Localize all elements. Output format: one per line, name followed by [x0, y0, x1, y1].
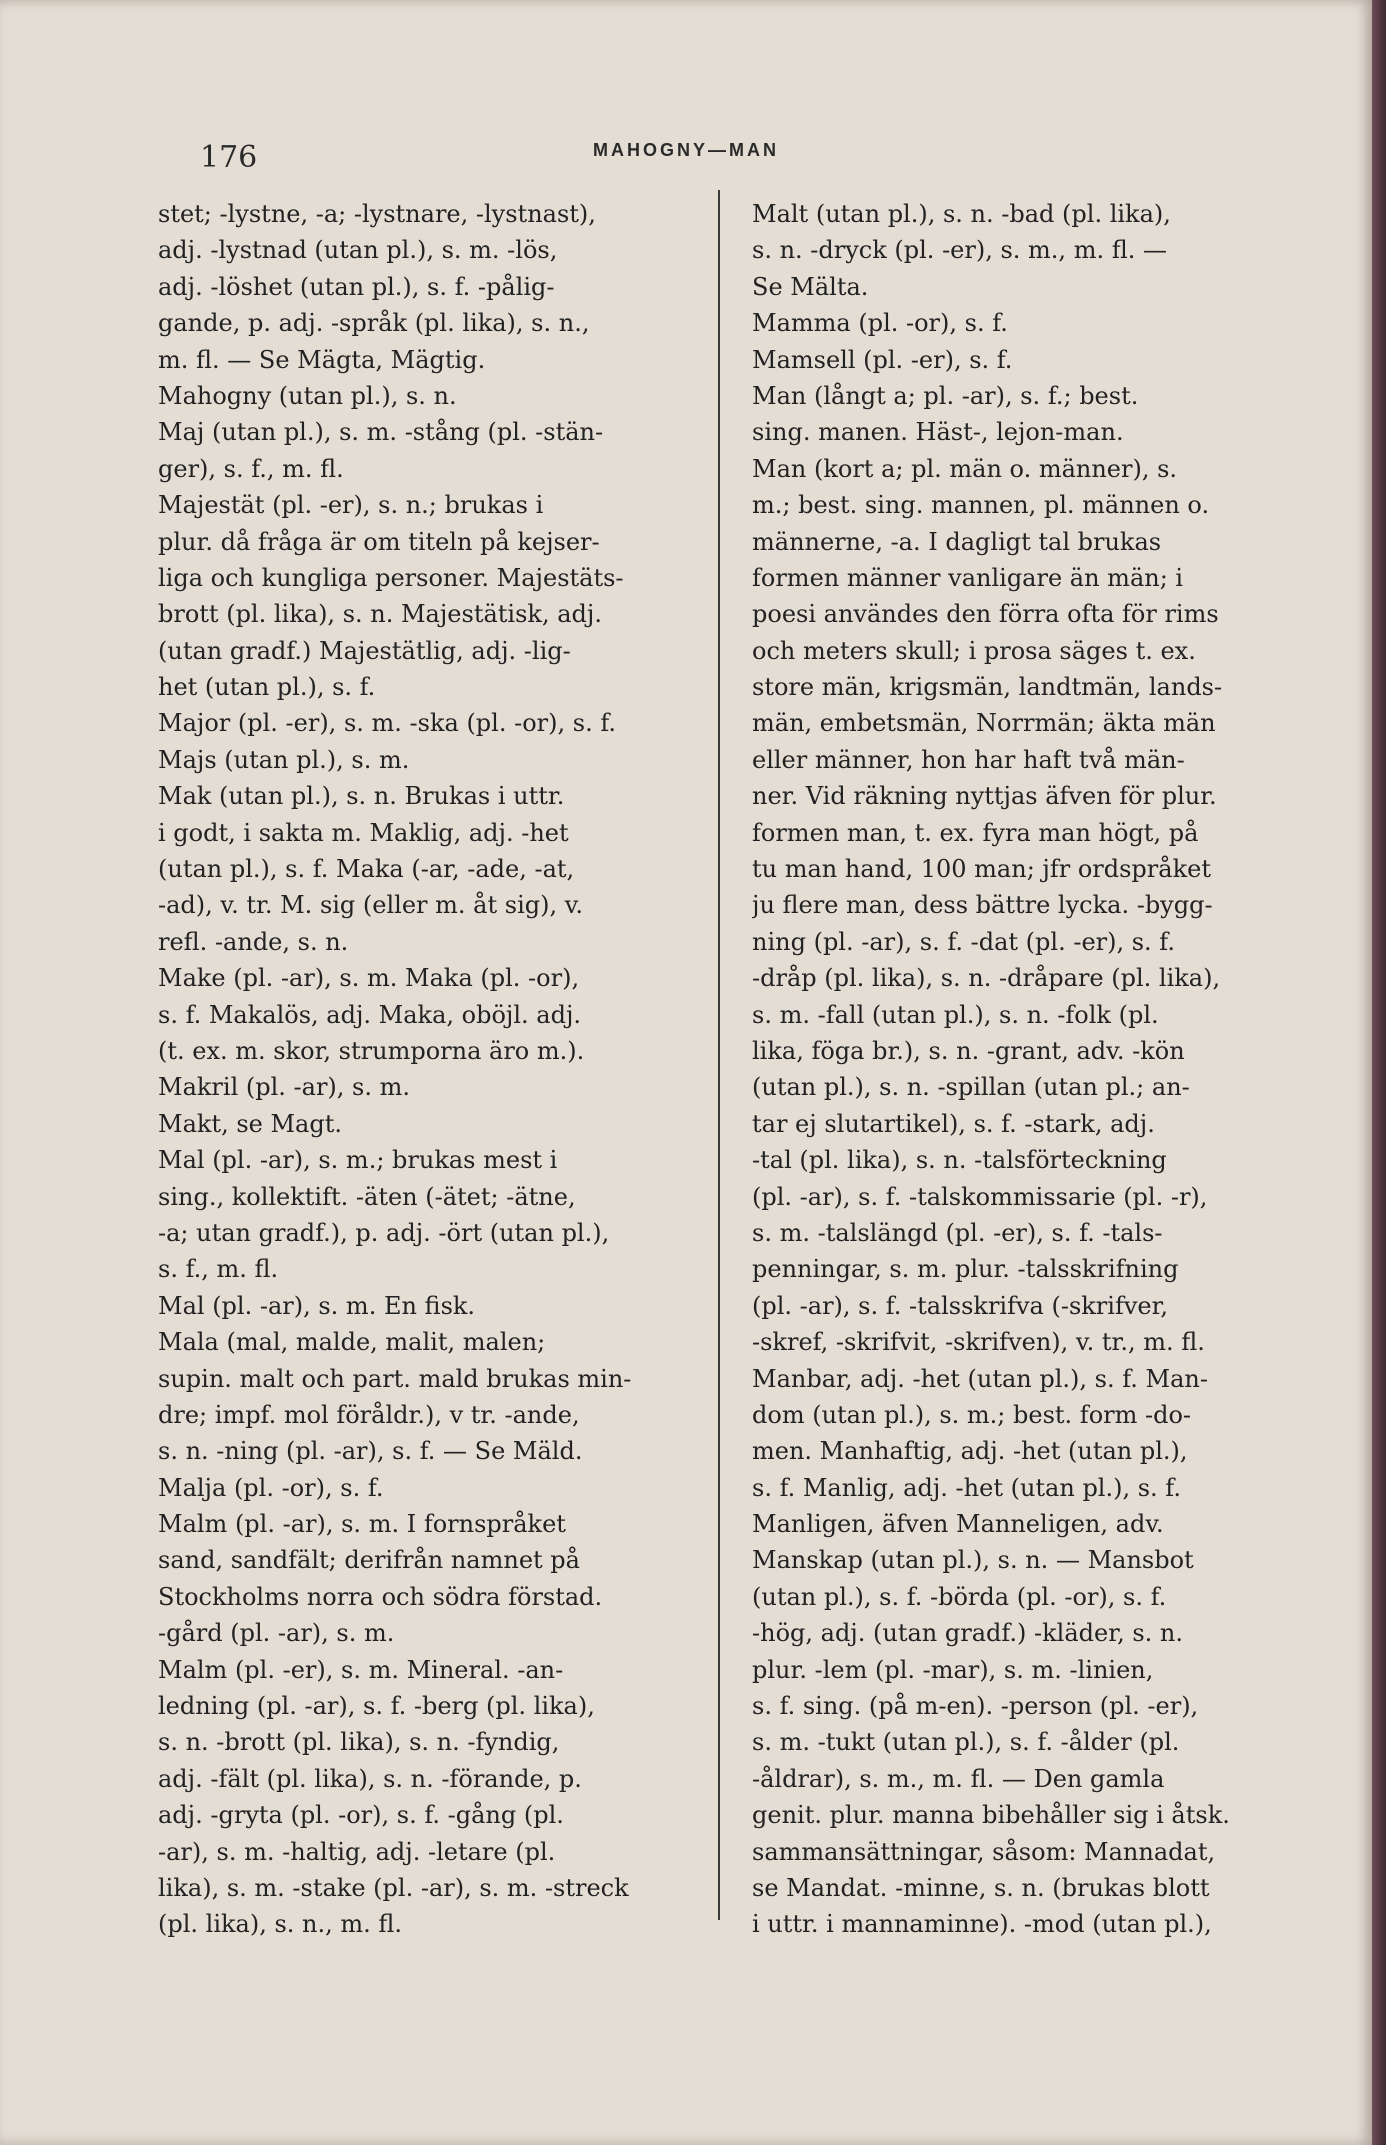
text-line: Manbar, adj. -het (utan pl.), s. f. Man-	[752, 1364, 1208, 1393]
text-line: -hög, adj. (utan gradf.) -kläder, s. n.	[752, 1619, 1183, 1648]
text-line: ner. Vid räkning nyttjas äfven för plur.	[752, 782, 1217, 811]
text-line: m. fl. — Se Mägta, Mägtig.	[158, 345, 486, 374]
text-line: Malm (pl. -ar), s. m. I fornspråket	[158, 1510, 566, 1539]
text-line: Makt, se Magt.	[158, 1109, 342, 1138]
text-line: tu man hand, 100 man; jfr ordspråket	[752, 855, 1211, 884]
left-column	[158, 196, 698, 1943]
text-line: s. n. -ning (pl. -ar), s. f. — Se Mäld.	[158, 1437, 583, 1466]
text-line: (utan pl.), s. f. Maka (-ar, -ade, -at,	[158, 855, 575, 884]
text-line: plur. då fråga är om titeln på kejser-	[158, 527, 600, 556]
text-line: supin. malt och part. mald brukas min-	[158, 1364, 632, 1393]
text-line: -a; utan gradf.), p. adj. -ört (utan pl.),	[158, 1218, 610, 1247]
text-line: Maj (utan pl.), s. m. -stång (pl. -stän-	[158, 418, 604, 447]
text-line: dre; impf. mol föråldr.), v tr. -ande,	[158, 1400, 580, 1429]
page-edge	[1372, 0, 1386, 2145]
text-line: s. f., m. fl.	[158, 1255, 279, 1284]
running-head: MAHOGNY—MAN	[593, 140, 779, 160]
text-line: Manligen, äfven Manneligen, adv.	[752, 1510, 1164, 1539]
text-line: genit. plur. manna bibehåller sig i åtsk.	[752, 1801, 1230, 1830]
text-line: (t. ex. m. skor, strumporna äro m.).	[158, 1036, 585, 1065]
text-line: adj. -fält (pl. lika), s. n. -förande, p.	[158, 1764, 582, 1793]
text-line: s. f. Manlig, adj. -het (utan pl.), s. f.	[752, 1473, 1181, 1502]
text-line: Mahogny (utan pl.), s. n.	[158, 381, 457, 410]
text-line: s. f. sing. (på m-en). -person (pl. -er),	[752, 1692, 1199, 1721]
page-number: 176	[200, 140, 258, 175]
text-line: s. m. -fall (utan pl.), s. n. -folk (pl.	[752, 1000, 1159, 1029]
text-line: stet; -lystne, -a; -lystnare, -lystnast),	[158, 200, 596, 228]
text-line: gande, p. adj. -språk (pl. lika), s. n.,	[158, 309, 590, 338]
text-line: tar ej slutartikel), s. f. -stark, adj.	[752, 1109, 1155, 1138]
text-line: sing., kollektift. -äten (-ätet; -ätne,	[158, 1182, 576, 1211]
text-line: men. Manhaftig, adj. -het (utan pl.),	[752, 1437, 1188, 1466]
text-line: Man (långt a; pl. -ar), s. f.; best.	[752, 381, 1139, 410]
text-line: Mamsell (pl. -er), s. f.	[752, 345, 1013, 374]
text-line: Mala (mal, malde, malit, malen;	[158, 1328, 546, 1357]
text-line: dom (utan pl.), s. m.; best. form -do-	[752, 1400, 1192, 1429]
text-line: Manskap (utan pl.), s. n. — Mansbot	[752, 1546, 1194, 1575]
text-line: refl. -ande, s. n.	[158, 927, 349, 956]
text-line: i godt, i sakta m. Maklig, adj. -het	[158, 818, 569, 847]
text-line: och meters skull; i prosa säges t. ex.	[752, 636, 1196, 665]
text-line: penningar, s. m. plur. -talsskrifning	[752, 1255, 1179, 1284]
text-line: lika), s. m. -stake (pl. -ar), s. m. -streck	[158, 1873, 629, 1902]
text-line: ning (pl. -ar), s. f. -dat (pl. -er), s. f.	[752, 927, 1175, 956]
text-line: eller männer, hon har haft två män-	[752, 745, 1185, 774]
text-line: plur. -lem (pl. -mar), s. m. -linien,	[752, 1655, 1154, 1684]
text-line: s. f. Makalös, adj. Maka, oböjl. adj.	[158, 1000, 582, 1029]
text-line: Makril (pl. -ar), s. m.	[158, 1073, 411, 1102]
text-line: formen männer vanligare än män; i	[752, 563, 1184, 592]
text-line: -ad), v. tr. M. sig (eller m. åt sig), v.	[158, 891, 584, 920]
text-line: Majestät (pl. -er), s. n.; brukas i	[158, 491, 544, 520]
text-line: lika, föga br.), s. n. -grant, adv. -kön	[752, 1036, 1185, 1065]
text-line: Malm (pl. -er), s. m. Mineral. -an-	[158, 1655, 564, 1684]
text-line: ju flere man, dess bättre lycka. -bygg-	[752, 891, 1213, 920]
text-line: i uttr. i mannaminne). -mod (utan pl.),	[752, 1910, 1212, 1939]
text-line: sand, sandfält; derifrån namnet på	[158, 1546, 580, 1575]
text-line: ger), s. f., m. fl.	[158, 454, 344, 483]
text-line: Malt (utan pl.), s. n. -bad (pl. lika),	[752, 200, 1171, 228]
text-line: -ar), s. m. -haltig, adj. -letare (pl.	[158, 1837, 556, 1866]
right-column	[752, 196, 1282, 1943]
text-line: -skref, -skrifvit, -skrifven), v. tr., m. fl.	[752, 1328, 1205, 1357]
column-divider	[718, 190, 720, 1920]
text-line: Mal (pl. -ar), s. m.; brukas mest i	[158, 1146, 558, 1175]
text-line: Mal (pl. -ar), s. m. En fisk.	[158, 1291, 476, 1320]
text-line: (pl. lika), s. n., m. fl.	[158, 1910, 403, 1939]
text-line: -åldrar), s. m., m. fl. — Den gamla	[752, 1764, 1165, 1793]
text-line: Malja (pl. -or), s. f.	[158, 1473, 384, 1502]
text-line: sammansättningar, såsom: Mannadat,	[752, 1837, 1216, 1866]
text-line: (utan pl.), s. f. -börda (pl. -or), s. f.	[752, 1582, 1167, 1611]
text-line: se Mandat. -minne, s. n. (brukas blott	[752, 1873, 1210, 1902]
text-line: Man (kort a; pl. män o. männer), s.	[752, 454, 1178, 483]
text-line: m.; best. sing. mannen, pl. männen o.	[752, 491, 1210, 520]
text-line: store män, krigsmän, landtmän, lands-	[752, 673, 1223, 702]
text-line: Mamma (pl. -or), s. f.	[752, 309, 1008, 338]
text-line: -gård (pl. -ar), s. m.	[158, 1619, 395, 1648]
text-line: s. n. -brott (pl. lika), s. n. -fyndig,	[158, 1728, 560, 1757]
text-line: s. n. -dryck (pl. -er), s. m., m. fl. —	[752, 236, 1167, 265]
text-line: poesi användes den förra ofta för rims	[752, 600, 1219, 629]
text-line: sing. manen. Häst-, lejon-man.	[752, 418, 1124, 447]
text-line: -tal (pl. lika), s. n. -talsförteckning	[752, 1146, 1167, 1175]
text-line: (utan gradf.) Majestätlig, adj. -lig-	[158, 636, 571, 665]
text-line: ledning (pl. -ar), s. f. -berg (pl. lika),	[158, 1692, 595, 1721]
text-line: Se Mälta.	[752, 272, 869, 301]
text-line: Stockholms norra och södra förstad.	[158, 1582, 603, 1611]
text-line: adj. -löshet (utan pl.), s. f. -pålig-	[158, 272, 555, 301]
text-line: Make (pl. -ar), s. m. Maka (pl. -or),	[158, 964, 580, 993]
text-line: Mak (utan pl.), s. n. Brukas i uttr.	[158, 782, 565, 811]
text-line: (pl. -ar), s. f. -talskommissarie (pl. -r),	[752, 1182, 1208, 1211]
text-line: Major (pl. -er), s. m. -ska (pl. -or), s. f.	[158, 709, 616, 738]
text-line: s. m. -tukt (utan pl.), s. f. -ålder (pl.	[752, 1728, 1180, 1757]
text-line: s. m. -talslängd (pl. -er), s. f. -tals-	[752, 1218, 1163, 1247]
text-line: män, embetsmän, Norrmän; äkta män	[752, 709, 1216, 738]
text-line: (utan pl.), s. n. -spillan (utan pl.; an-	[752, 1073, 1190, 1102]
text-line: adj. -lystnad (utan pl.), s. m. -lös,	[158, 236, 558, 265]
text-line: (pl. -ar), s. f. -talsskrifva (-skrifver,	[752, 1291, 1169, 1320]
text-line: het (utan pl.), s. f.	[158, 673, 376, 702]
text-line: -dråp (pl. lika), s. n. -dråpare (pl. lika),	[752, 964, 1221, 993]
text-line: formen man, t. ex. fyra man högt, på	[752, 818, 1199, 847]
text-line: liga och kungliga personer. Majestäts-	[158, 563, 624, 592]
text-line: adj. -gryta (pl. -or), s. f. -gång (pl.	[158, 1801, 564, 1830]
text-line: brott (pl. lika), s. n. Majestätisk, adj.	[158, 600, 602, 629]
text-line: Majs (utan pl.), s. m.	[158, 745, 410, 774]
text-line: männerne, -a. I dagligt tal brukas	[752, 527, 1162, 556]
